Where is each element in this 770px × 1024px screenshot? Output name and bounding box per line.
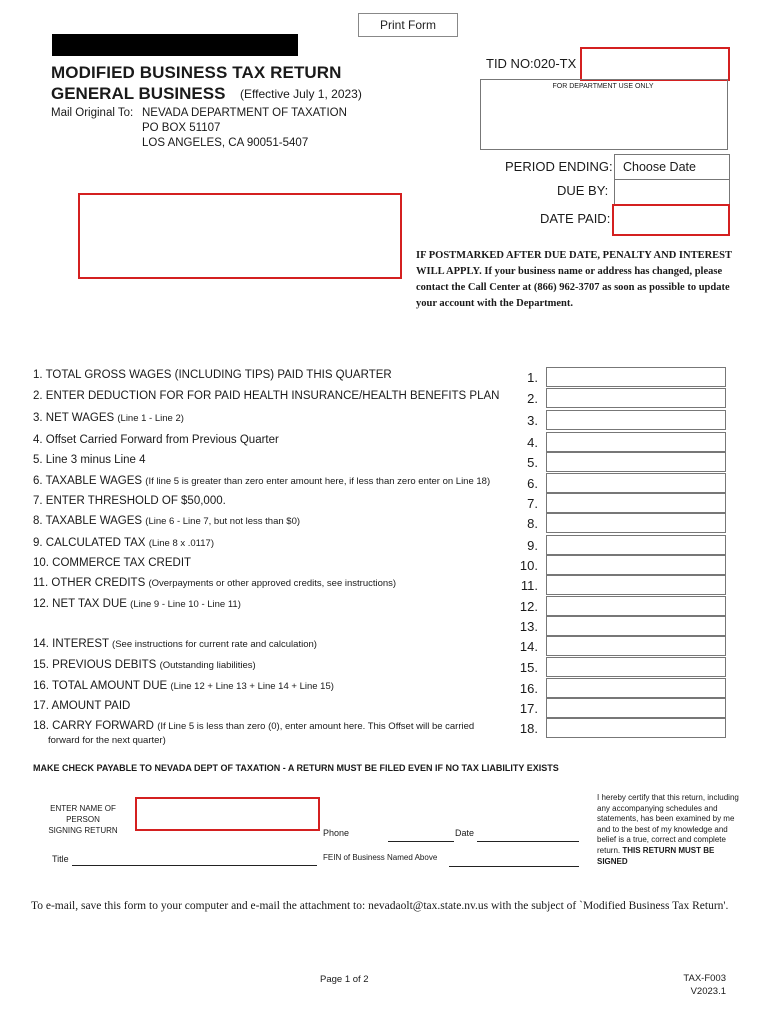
date-paid-label: DATE PAID: [540, 211, 611, 226]
line-14-label [33, 638, 317, 650]
line-11-note: (Overpayments or other approved credits, see instructions) [148, 578, 397, 589]
date-label: Date [455, 828, 475, 838]
line-14-title: 14. INTEREST [33, 638, 109, 650]
certification-must-sign: THIS RETURN MUST BE SIGNED [597, 845, 715, 866]
form-title: MODIFIED BUSINESS TAX RETURN [51, 63, 342, 82]
line-15-title: 15. PREVIOUS DEBITS [33, 659, 157, 671]
phone-label: Phone [323, 828, 350, 838]
line-6-label [33, 475, 490, 487]
line-5-amount-input[interactable] [546, 452, 726, 472]
line-18-amount-input[interactable] [546, 718, 726, 738]
signer-label-line-2: SIGNING RETURN [48, 826, 118, 835]
line-11-amount-input[interactable] [546, 575, 726, 595]
business-address-input[interactable] [78, 193, 402, 279]
line-2-number: 2. [527, 391, 538, 406]
line-17-label [33, 700, 130, 712]
effective-date: (Effective July 1, 2023) [240, 87, 362, 101]
line-5-label [33, 454, 146, 466]
period-ending-label: PERIOD ENDING: [505, 159, 613, 174]
line-4-label [33, 434, 279, 446]
line-8-number: 8. [527, 516, 538, 531]
line-12-title: 12. NET TAX DUE [33, 598, 127, 610]
form-code [640, 972, 726, 998]
line-7-amount-input[interactable] [546, 493, 726, 513]
line-16-note: (Line 12 + Line 13 + Line 14 + Line 15) [170, 681, 334, 692]
line-13-number: 13. [519, 619, 538, 634]
line-2-amount-input[interactable] [546, 388, 726, 408]
form-subtitle: GENERAL BUSINESS [51, 84, 226, 103]
line-12-note: (Line 9 - Line 10 - Line 11) [130, 599, 241, 610]
line-6-amount-input[interactable] [546, 473, 726, 493]
fein-label: FEIN of Business Named Above [323, 853, 438, 862]
line-6-number: 6. [527, 476, 538, 491]
penalty-notice: IF POSTMARKED AFTER DUE DATE, PENALTY AND INTEREST WILL APPLY. If your business name or address has changed, please contact the Call Center at (866) 962-3707 as soon as possible to update your account with the Department. [416, 250, 732, 309]
page-number: Page 1 of 2 [320, 974, 369, 985]
line-5-number: 5. [527, 455, 538, 470]
title-input[interactable] [72, 865, 317, 866]
line-17-number: 17. [519, 701, 538, 716]
date-input[interactable] [477, 841, 579, 842]
line-16-title: 16. TOTAL AMOUNT DUE [33, 680, 168, 692]
tid-input[interactable] [580, 47, 730, 81]
line-14-note: (See instructions for current rate and calculation) [112, 639, 317, 650]
line-17-amount-input[interactable] [546, 698, 726, 718]
line-1-number: 1. [527, 370, 538, 385]
mail-line-3: LOS ANGELES, CA 90051-5407 [142, 137, 309, 149]
line-9-number: 9. [527, 538, 538, 553]
line-18-label [33, 720, 474, 732]
line-11-number: 11. [520, 578, 538, 593]
line-12-label [33, 598, 241, 610]
signer-name-input[interactable] [135, 797, 320, 831]
signer-label [33, 803, 133, 836]
line-4-number: 4. [527, 435, 538, 450]
line-18-title: 18. CARRY FORWARD [33, 720, 154, 732]
line-4-amount-input[interactable] [546, 432, 726, 452]
line-16-label [33, 680, 334, 692]
line-18-continuation: forward for the next quarter) [48, 735, 166, 746]
line-3-amount-input[interactable] [546, 410, 726, 430]
redacted-bar [52, 34, 298, 56]
line-18-number: 18. [519, 721, 538, 736]
due-by-label: DUE BY: [557, 183, 609, 198]
line-8-label [33, 515, 300, 527]
mail-to-label: Mail Original To: [51, 107, 134, 119]
form-version: V2023.1 [690, 986, 726, 997]
line-15-number: 15. [519, 660, 538, 675]
line-16-amount-input[interactable] [546, 678, 726, 698]
line-4-title: 4. Offset Carried Forward from Previous Quarter [33, 434, 279, 446]
line-11-title: 11. OTHER CREDITS [33, 577, 146, 589]
line-12-amount-input[interactable] [546, 596, 726, 616]
line-3-number: 3. [527, 413, 538, 428]
line-2-title: 2. ENTER DEDUCTION FOR FOR PAID HEALTH INSURANCE/HEALTH BENEFITS PLAN [33, 390, 500, 402]
print-form-button[interactable]: Print Form [358, 13, 458, 37]
line-1-title: 1. TOTAL GROSS WAGES (INCLUDING TIPS) PAID THIS QUARTER [33, 369, 392, 381]
title-label: Title [52, 854, 69, 864]
date-paid-input[interactable] [612, 204, 730, 236]
line-2-label [33, 390, 499, 402]
line-14-amount-input[interactable] [546, 636, 726, 656]
line-8-note: (Line 6 - Line 7, but not less than $0) [145, 516, 301, 527]
due-by-field[interactable] [614, 179, 730, 205]
line-7-number: 7. [527, 496, 538, 511]
line-1-label [33, 369, 392, 381]
make-check-notice: MAKE CHECK PAYABLE TO NEVADA DEPT OF TAXATION - A RETURN MUST BE FILED EVEN IF NO TAX LIABILITY EXISTS [33, 763, 559, 773]
line-5-title: 5. Line 3 minus Line 4 [33, 454, 146, 466]
line-1-amount-input[interactable] [546, 367, 726, 387]
period-ending-value: Choose Date [623, 160, 696, 174]
line-9-label [33, 537, 214, 549]
line-16-number: 16. [519, 681, 538, 696]
line-13-amount-input[interactable] [546, 616, 726, 636]
line-6-title: 6. TAXABLE WAGES [33, 475, 143, 487]
line-15-label [33, 659, 256, 671]
fein-input[interactable] [449, 866, 579, 867]
line-7-label [33, 495, 226, 507]
line-18-note: (If Line 5 is less than zero (0), enter amount here. This Offset will be carried [157, 721, 475, 732]
line-9-note: (Line 8 x .0117) [148, 538, 214, 549]
line-12-number: 12. [519, 599, 538, 614]
certification-text [597, 793, 747, 867]
tid-label: TID NO:020-TX [486, 56, 577, 71]
certification-body: I hereby certify that this return, including any accompanying schedules and statements, has been examined by me and to the best of my knowledge and belief is a true, correct and complete return. [597, 793, 739, 855]
line-15-note: (Outstanding liabilities) [159, 660, 256, 671]
line-9-title: 9. CALCULATED TAX [33, 537, 146, 549]
line-17-title: 17. AMOUNT PAID [33, 700, 131, 712]
line-8-amount-input[interactable] [546, 513, 726, 533]
line-10-title: 10. COMMERCE TAX CREDIT [33, 557, 192, 569]
line-10-number: 10. [519, 558, 538, 573]
form-code-id: TAX-F003 [683, 973, 726, 984]
line-10-amount-input[interactable] [546, 555, 726, 575]
line-14-number: 14. [519, 639, 538, 654]
line-3-title: 3. NET WAGES [33, 412, 115, 424]
phone-input[interactable] [388, 841, 454, 842]
line-11-label [33, 577, 396, 589]
line-3-label [33, 412, 184, 424]
mail-line-2: PO BOX 51107 [142, 122, 221, 134]
line-15-amount-input[interactable] [546, 657, 726, 677]
line-9-amount-input[interactable] [546, 535, 726, 555]
line-7-title: 7. ENTER THRESHOLD OF $50,000. [33, 495, 226, 507]
line-6-note: (If line 5 is greater than zero enter amount here, if less than zero enter on Line 18) [145, 476, 491, 487]
line-3-note: (Line 1 - Line 2) [117, 413, 184, 424]
mail-line-1: NEVADA DEPARTMENT OF TAXATION [142, 107, 347, 119]
line-8-title: 8. TAXABLE WAGES [33, 515, 143, 527]
department-use-label: FOR DEPARTMENT USE ONLY [552, 83, 654, 90]
mail-address [142, 106, 347, 151]
email-instructions: To e-mail, save this form to your computer and e-mail the attachment to: nevadaolt@tax.state.nv.us with the subject of `Modified Business Tax Return'. [31, 900, 729, 912]
line-10-label [33, 557, 191, 569]
signer-label-line-1: ENTER NAME OF PERSON [50, 804, 116, 824]
